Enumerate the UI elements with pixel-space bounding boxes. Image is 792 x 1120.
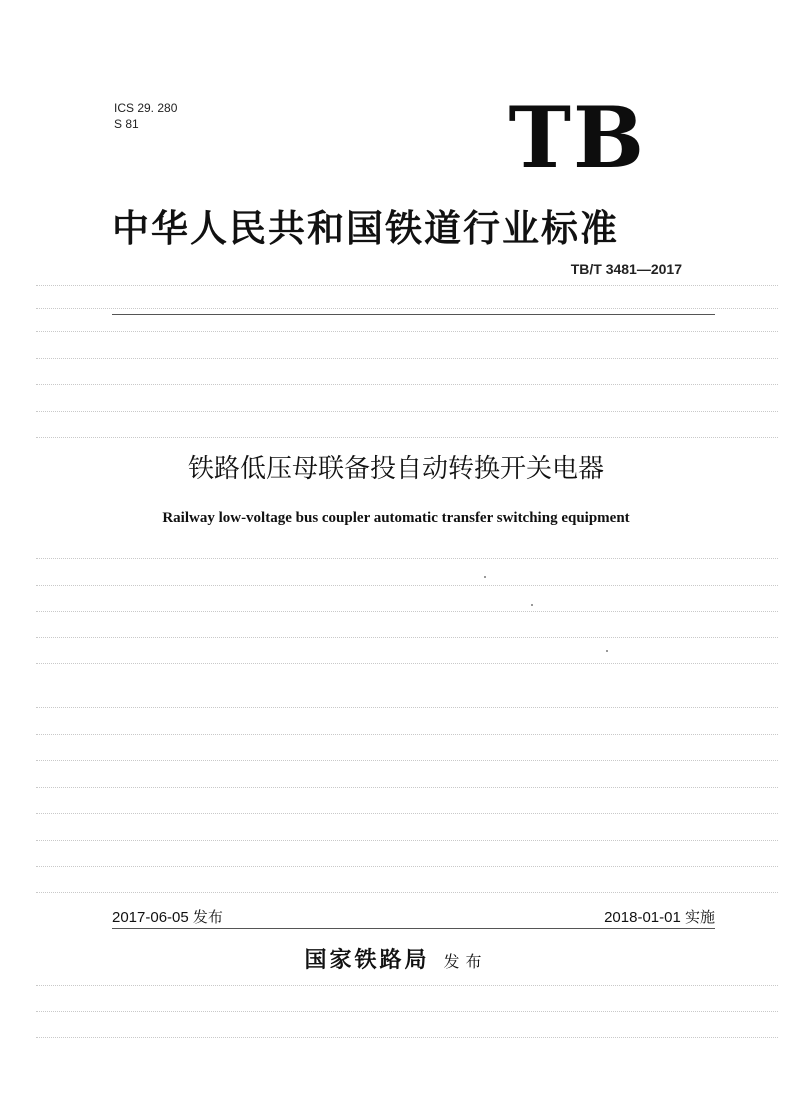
issued-label: 发布 xyxy=(443,952,488,971)
footer-divider xyxy=(112,928,715,929)
scan-line xyxy=(36,892,778,893)
scan-line xyxy=(36,285,778,286)
scan-line xyxy=(36,558,778,559)
scan-line xyxy=(36,1037,778,1038)
issuer-name: 国家铁路局 xyxy=(304,947,430,973)
scan-line xyxy=(36,707,778,708)
scan-line xyxy=(36,437,778,438)
scan-line xyxy=(36,813,778,814)
scan-line xyxy=(36,760,778,761)
scan-speck xyxy=(484,576,486,578)
scan-line xyxy=(36,331,778,332)
standard-type-heading: 中华人民共和国铁道行业标准 xyxy=(112,206,619,250)
issuer-line xyxy=(0,943,792,974)
document-title-chinese: 铁路低压母联备投自动转换开关电器 xyxy=(187,454,604,484)
header-divider xyxy=(112,314,715,315)
issue-date: 2017-06-05 发布 xyxy=(112,909,223,926)
scan-line xyxy=(36,358,778,359)
scan-line xyxy=(36,787,778,788)
scan-line xyxy=(36,734,778,735)
scan-line xyxy=(36,840,778,841)
scan-line xyxy=(36,663,778,664)
standard-number: TB/T 3481—2017 xyxy=(570,261,682,277)
scan-line xyxy=(36,866,778,867)
scan-line xyxy=(36,585,778,586)
tb-mark-logo: TB xyxy=(508,88,646,187)
scan-line xyxy=(36,611,778,612)
scan-line xyxy=(36,985,778,986)
scan-line xyxy=(36,308,778,309)
scan-line xyxy=(36,411,778,412)
scan-line xyxy=(36,1011,778,1012)
ccs-code: S 81 xyxy=(114,117,139,131)
scan-line xyxy=(36,384,778,385)
scan-speck xyxy=(531,604,533,606)
implementation-date: 2018-01-01 实施 xyxy=(604,909,715,926)
ics-code: ICS 29. 280 xyxy=(114,101,178,115)
scan-speck xyxy=(606,650,608,652)
scan-line xyxy=(36,637,778,638)
document-title-english: Railway low-voltage bus coupler automatic transfer switching equipment xyxy=(162,510,630,526)
